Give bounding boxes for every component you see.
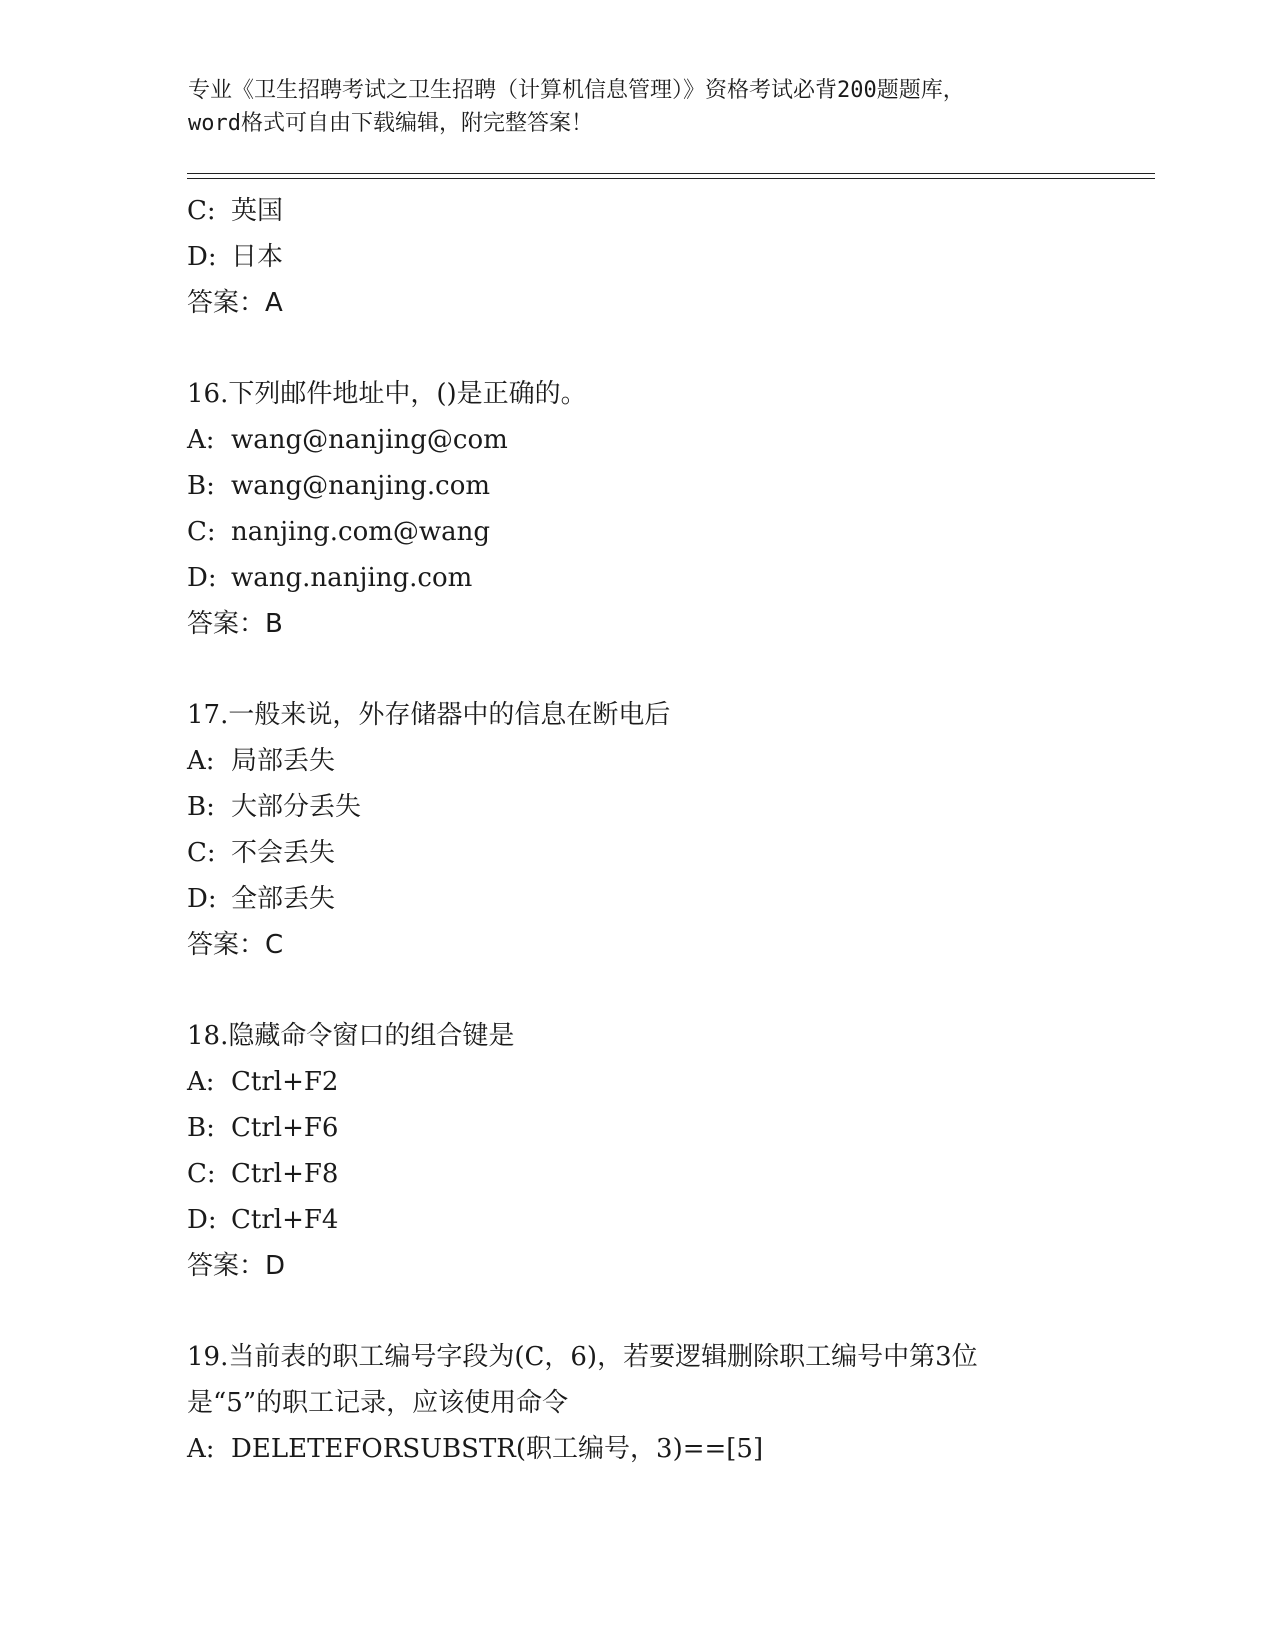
answer-line: 答案：C xyxy=(187,930,284,960)
option-text: 不会丢失 xyxy=(231,838,336,868)
option-text: DELETEFORSUBSTR(职工编号，3)==[5] xyxy=(231,1434,764,1464)
question-list xyxy=(187,188,1087,1472)
option-text: 局部丢失 xyxy=(231,746,336,776)
option-row xyxy=(187,1105,1087,1151)
option-row xyxy=(187,830,1087,876)
question-stem: 16.下列邮件地址中，()是正确的。 xyxy=(187,379,587,409)
option-text: wang@nanjing@com xyxy=(231,425,508,455)
option-row xyxy=(187,738,1087,784)
option-letter: D: xyxy=(187,242,217,272)
answer-line: 答案：D xyxy=(187,1251,286,1281)
question-stem: 19.当前表的职工编号字段为(C，6)，若要逻辑删除职工编号中第3位 xyxy=(187,1342,978,1372)
option-row xyxy=(187,1426,1087,1472)
option-letter: D: xyxy=(187,1205,217,1235)
question-block xyxy=(187,1334,1087,1472)
option-letter: C: xyxy=(187,838,216,868)
option-letter: C: xyxy=(187,196,216,226)
option-letter: A: xyxy=(187,425,215,455)
option-text: 全部丢失 xyxy=(231,884,336,914)
question-gap xyxy=(187,1289,1087,1334)
option-letter: B: xyxy=(187,792,215,822)
option-letter: A: xyxy=(187,746,215,776)
question-block xyxy=(187,692,1087,968)
option-text: 英国 xyxy=(231,196,284,226)
option-row xyxy=(187,417,1087,463)
question-block xyxy=(187,371,1087,647)
option-row xyxy=(187,1197,1087,1243)
question-gap xyxy=(187,326,1087,371)
option-letter: C: xyxy=(187,1159,216,1189)
question-block xyxy=(187,1013,1087,1289)
option-letter: D: xyxy=(187,563,217,593)
option-row xyxy=(187,784,1087,830)
option-letter: B: xyxy=(187,1113,215,1143)
option-text: wang@nanjing.com xyxy=(231,471,491,501)
answer-line: 答案：A xyxy=(187,288,283,318)
option-text: Ctrl+F4 xyxy=(231,1205,339,1235)
option-text: Ctrl+F2 xyxy=(231,1067,339,1097)
question-stem: 17.一般来说，外存储器中的信息在断电后 xyxy=(187,700,671,730)
option-text: 日本 xyxy=(231,242,284,272)
option-text: nanjing.com@wang xyxy=(231,517,491,547)
option-text: Ctrl+F6 xyxy=(231,1113,339,1143)
option-letter: A: xyxy=(187,1434,215,1464)
option-row xyxy=(187,509,1087,555)
option-letter: D: xyxy=(187,884,217,914)
option-row xyxy=(187,188,1087,234)
option-text: 大部分丢失 xyxy=(231,792,362,822)
header-rule-top xyxy=(187,173,1155,174)
header-line-2: word格式可自由下载编辑，附完整答案！ xyxy=(188,111,593,136)
question-gap xyxy=(187,647,1087,692)
option-row xyxy=(187,1151,1087,1197)
document-header xyxy=(188,74,1088,140)
question-gap xyxy=(187,968,1087,1013)
header-rule-bottom xyxy=(187,178,1155,179)
option-letter: A: xyxy=(187,1067,215,1097)
option-row xyxy=(187,234,1087,280)
question-stem: 是“5”的职工记录，应该使用命令 xyxy=(187,1388,569,1418)
option-text: wang.nanjing.com xyxy=(231,563,473,593)
option-row xyxy=(187,876,1087,922)
option-row xyxy=(187,1059,1087,1105)
option-text: Ctrl+F8 xyxy=(231,1159,339,1189)
option-letter: B: xyxy=(187,471,215,501)
question-stem: 18.隐藏命令窗口的组合键是 xyxy=(187,1021,515,1051)
answer-line: 答案：B xyxy=(187,609,283,639)
header-line-1: 专业《卫生招聘考试之卫生招聘（计算机信息管理）》资格考试必背200题题库， xyxy=(188,78,965,103)
option-letter: C: xyxy=(187,517,216,547)
option-row xyxy=(187,463,1087,509)
option-row xyxy=(187,555,1087,601)
